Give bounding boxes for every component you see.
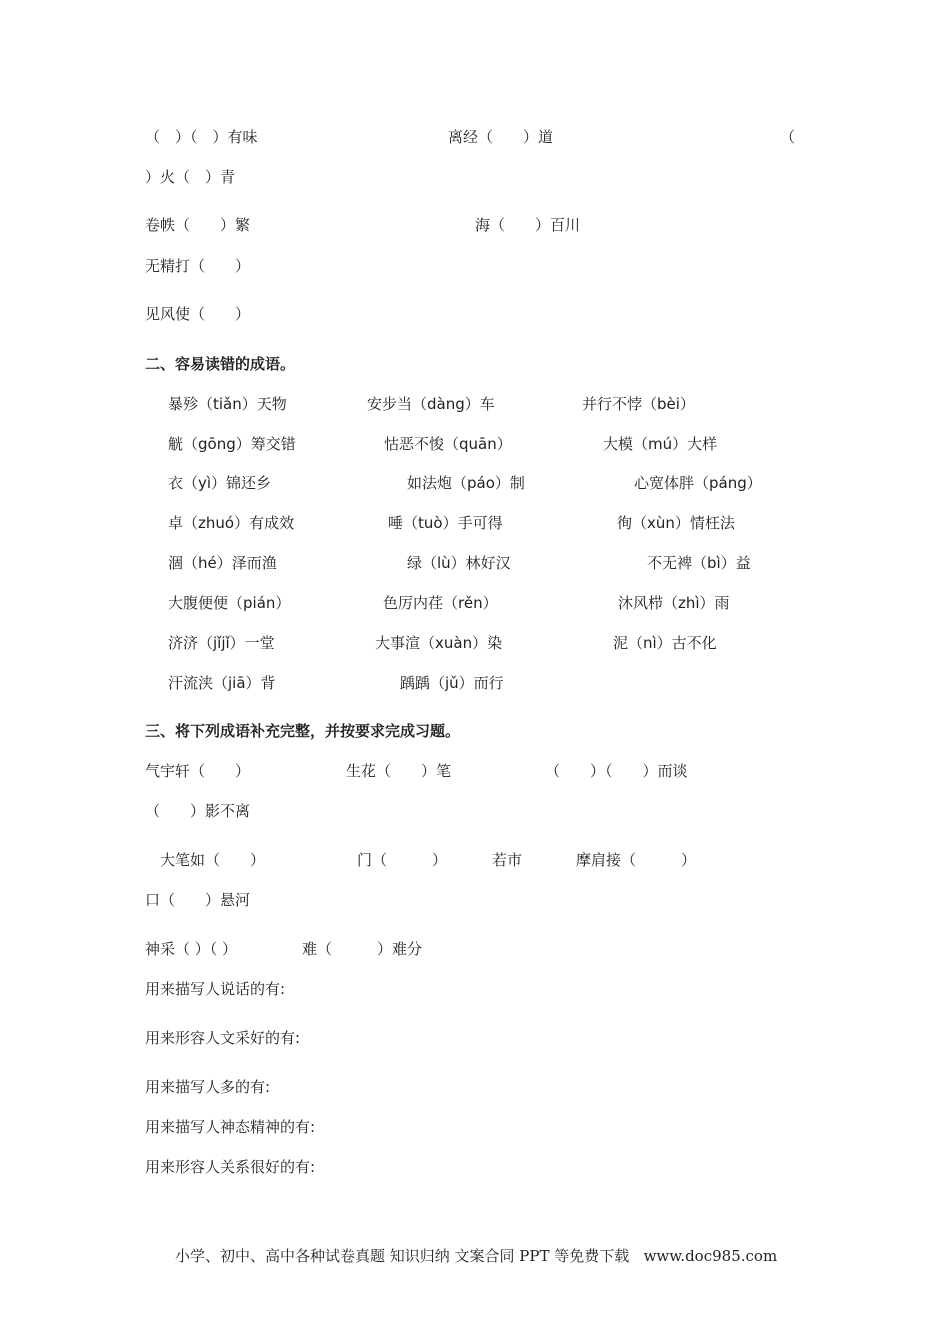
- pinyin-idiom: 觥（gōng）筹交错: [168, 435, 296, 453]
- idiom-blank: 生花（ ）笔: [346, 762, 452, 780]
- pinyin-idiom: 暴殄（tiǎn）天物: [168, 395, 287, 413]
- idiom-blank-6: 无精打（ ）: [145, 257, 251, 275]
- page-footer: 小学、初中、高中各种试卷真题 知识归纳 文案合同 PPT 等免费下载 www.doc985.com: [175, 1247, 778, 1265]
- pinyin-idiom: 不无裨（bì）益: [647, 554, 751, 572]
- pinyin-idiom: 安步当（dàng）车: [367, 395, 495, 413]
- idiom-blank: 气宇轩（ ）: [145, 762, 251, 780]
- question-crowd: 用来描写人多的有:: [145, 1078, 271, 1096]
- pinyin-idiom: 泥（nì）古不化: [613, 634, 717, 652]
- idiom-blank: 口（ ）悬河: [145, 891, 251, 909]
- section-2-heading: 二、容易读错的成语。: [145, 355, 296, 373]
- pinyin-idiom: 大腹便便（pián）: [168, 594, 291, 612]
- pinyin-idiom: 如法炮（páo）制: [407, 474, 525, 492]
- pinyin-idiom: 济济（jǐjǐ）一堂: [168, 634, 275, 652]
- pinyin-idiom: 怙恶不悛（quān）: [384, 435, 512, 453]
- pinyin-idiom: 色厉内荏（rěn）: [383, 594, 498, 612]
- pinyin-idiom: 并行不悖（bèi）: [582, 395, 695, 413]
- idiom-blank: （ ）影不离: [145, 802, 251, 820]
- pinyin-idiom: 卓（zhuó）有成效: [168, 514, 295, 532]
- idiom-blank-3-end: ）火（ ）青: [145, 168, 236, 186]
- question-writing: 用来形容人文采好的有:: [145, 1029, 301, 1047]
- question-relationship: 用来形容人关系很好的有:: [145, 1158, 316, 1176]
- idiom-blank: 难（ ）难分: [302, 940, 423, 958]
- pinyin-idiom: 踽踽（jǔ）而行: [400, 674, 504, 692]
- pinyin-idiom: 沐风栉（zhì）雨: [618, 594, 730, 612]
- pinyin-idiom: 大事渲（xuàn）染: [375, 634, 503, 652]
- idiom-blank-3-start: （: [780, 128, 796, 146]
- idiom-blank: （ ）（ ）而谈: [545, 762, 688, 780]
- section-3-heading: 三、将下列成语补充完整，并按要求完成习题。: [145, 722, 461, 740]
- pinyin-idiom: 涸（hé）泽而渔: [168, 554, 277, 572]
- idiom-blank-4: 卷帙（ ）繁: [145, 216, 251, 234]
- pinyin-idiom: 唾（tuò）手可得: [388, 514, 503, 532]
- pinyin-idiom: 心宽体胖（páng）: [634, 474, 762, 492]
- idiom-blank-2: 离经（ ）道: [448, 128, 554, 146]
- idiom-blank-5: 海（ ）百川: [475, 216, 581, 234]
- idiom-text: 若市: [492, 851, 523, 869]
- pinyin-idiom: 衣（yì）锦还乡: [168, 474, 272, 492]
- idiom-blank-7: 见风使（ ）: [145, 305, 251, 323]
- pinyin-idiom: 徇（xùn）情枉法: [617, 514, 735, 532]
- pinyin-idiom: 绿（lù）林好汉: [407, 554, 511, 572]
- idiom-blank: 大笔如（ ）: [160, 851, 266, 869]
- pinyin-idiom: 大模（mú）大样: [603, 435, 718, 453]
- pinyin-idiom: 汗流浃（jiā）背: [168, 674, 276, 692]
- idiom-blank: 门（ ）: [357, 851, 448, 869]
- idiom-blank: 摩肩接（ ）: [576, 851, 697, 869]
- idiom-blank-1: （ ）（ ）有味: [145, 128, 258, 146]
- question-spirit: 用来描写人神态精神的有:: [145, 1118, 316, 1136]
- question-speech: 用来描写人说话的有:: [145, 980, 286, 998]
- idiom-blank: 神采（ ）（ ）: [145, 940, 238, 958]
